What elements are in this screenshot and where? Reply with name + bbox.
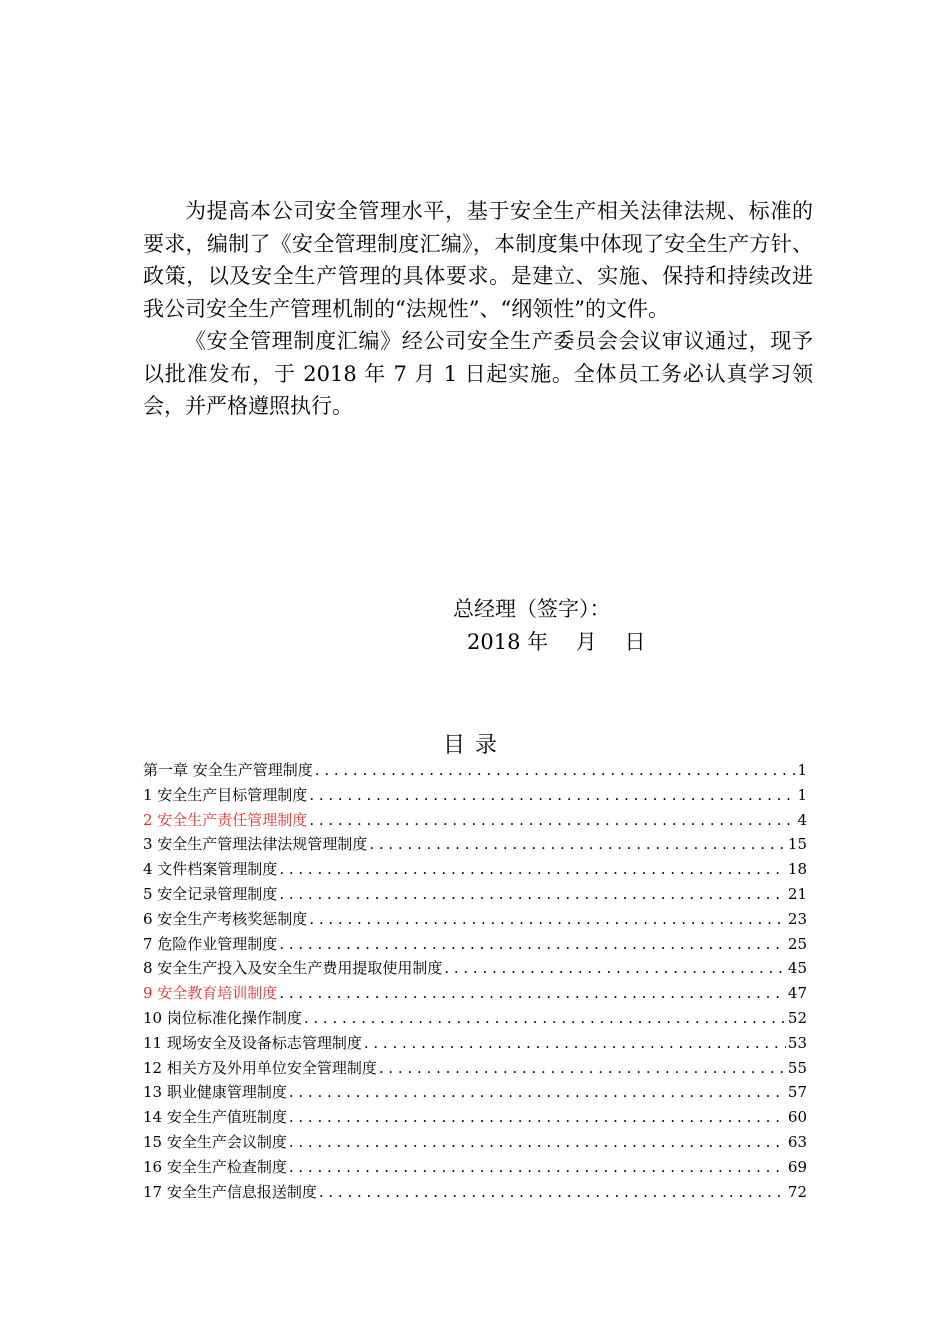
toc-dot-leader: [289, 1080, 786, 1105]
toc-entry-title: 12 相关方及外用单位安全管理制度: [143, 1058, 377, 1077]
toc-entry[interactable]: [143, 808, 807, 833]
toc-entry-title: 7 危险作业管理制度: [143, 934, 278, 953]
toc-dot-leader: [289, 1105, 786, 1130]
toc-entry-title: 2 安全生产责任管理制度: [143, 810, 308, 829]
toc-entry-title: 10 岗位标准化操作制度: [143, 1008, 302, 1027]
toc-dot-leader: [289, 1155, 786, 1180]
toc-entry-page-number: 18: [787, 860, 807, 879]
toc-entry-page-number: 23: [787, 909, 807, 928]
toc-entry-page-number: 53: [787, 1033, 807, 1052]
toc-entry-title: 14 安全生产值班制度: [143, 1108, 287, 1127]
toc-dot-leader: [279, 857, 786, 882]
toc-entry[interactable]: [143, 956, 807, 981]
toc-title: 目录: [442, 733, 507, 758]
signature-title: 总经理（签字）：: [453, 597, 611, 621]
toc-dot-leader: [279, 882, 786, 907]
toc-entry-title: 9 安全教育培训制度: [143, 984, 278, 1003]
toc-entry[interactable]: [143, 882, 807, 907]
toc-dot-leader: [444, 956, 786, 981]
toc-entry[interactable]: [143, 1080, 807, 1105]
toc-entry[interactable]: [143, 1105, 807, 1130]
toc-dot-leader: [319, 1180, 786, 1205]
toc-dot-leader: [364, 1031, 786, 1056]
toc-entry-title: 4 文件档案管理制度: [143, 860, 278, 879]
toc-entry-title: 15 安全生产会议制度: [143, 1132, 287, 1151]
toc-entry-page-number: 72: [787, 1182, 807, 1201]
toc-dot-leader: [289, 1130, 786, 1155]
toc-dot-leader: [279, 932, 786, 957]
toc-entry-title: 17 安全生产信息报送制度: [143, 1182, 317, 1201]
toc-entry-page-number: 69: [787, 1157, 807, 1176]
toc-entry-page-number: 63: [787, 1132, 807, 1151]
toc-entry-title: 6 安全生产考核奖惩制度: [143, 909, 308, 928]
toc-entry-title: 3 安全生产管理法律法规管理制度: [143, 835, 368, 854]
toc-entry-title: 第一章 安全生产管理制度: [143, 761, 313, 779]
toc-entry[interactable]: [143, 907, 807, 932]
toc-entry[interactable]: [143, 981, 807, 1006]
toc-entry-page-number: 45: [787, 959, 807, 978]
preface: [143, 195, 813, 423]
toc-entry[interactable]: [143, 1180, 807, 1205]
preface-paragraph-2: 《安全管理制度汇编》经公司安全生产委员会会议审议通过，现予以批准发布，于 2018 年 7 月 1 日起实施。全体员工务必认真学习领会，并严格遵照执行。: [143, 329, 813, 418]
toc-dot-leader: [309, 907, 786, 932]
toc-dot-leader: [304, 1006, 786, 1031]
signature-date: 2018 年 月 日: [467, 630, 646, 654]
toc-entry[interactable]: [143, 1056, 807, 1081]
toc-dot-leader: [369, 832, 786, 857]
toc-entry[interactable]: [143, 857, 807, 882]
toc-dot-leader: [315, 758, 796, 783]
toc-entry-title: 5 安全记录管理制度: [143, 884, 278, 903]
signature-block: [453, 593, 645, 659]
toc-entry-page-number: 1: [797, 785, 807, 804]
toc-entry-title: 1 安全生产目标管理制度: [143, 785, 308, 804]
toc-entry-page-number: 21: [787, 884, 807, 903]
toc-dot-leader: [379, 1056, 786, 1081]
toc-entry[interactable]: [143, 1130, 807, 1155]
toc-entry[interactable]: [143, 758, 807, 783]
toc-entry[interactable]: [143, 1031, 807, 1056]
toc-entry-page-number: 55: [787, 1058, 807, 1077]
toc-entry-page-number: 47: [787, 984, 807, 1003]
toc-entry[interactable]: [143, 783, 807, 808]
toc-entry[interactable]: [143, 1155, 807, 1180]
toc-entry-page-number: 57: [787, 1083, 807, 1102]
toc-entry[interactable]: [143, 1006, 807, 1031]
toc-entry-page-number: 52: [787, 1008, 807, 1027]
toc-entry-title: 8 安全生产投入及安全生产费用提取使用制度: [143, 959, 443, 978]
toc-dot-leader: [309, 783, 795, 808]
preface-paragraph-1: 为提高本公司安全管理水平，基于安全生产相关法律法规、标准的要求，编制了《安全管理制度汇编》，本制度集中体现了安全生产方针、政策，以及安全生产管理的具体要求。是建立、实施、保持和持续改进我公司安全生产管理机制的“法规性”、“纲领性”的文件。: [143, 199, 813, 321]
toc-entry[interactable]: [143, 832, 807, 857]
toc-entry-page-number: 60: [787, 1108, 807, 1127]
table-of-contents: [143, 758, 807, 1204]
toc-entry[interactable]: [143, 932, 807, 957]
toc-dot-leader: [309, 808, 795, 833]
toc-entry-title: 11 现场安全及设备标志管理制度: [143, 1033, 362, 1052]
toc-dot-leader: [279, 981, 786, 1006]
toc-entry-title: 13 职业健康管理制度: [143, 1083, 287, 1102]
toc-entry-page-number: 25: [787, 934, 807, 953]
toc-entry-title: 16 安全生产检查制度: [143, 1157, 287, 1176]
toc-entry-page-number: 1: [797, 761, 807, 779]
toc-entry-page-number: 4: [797, 810, 807, 829]
toc-entry-page-number: 15: [787, 835, 807, 854]
